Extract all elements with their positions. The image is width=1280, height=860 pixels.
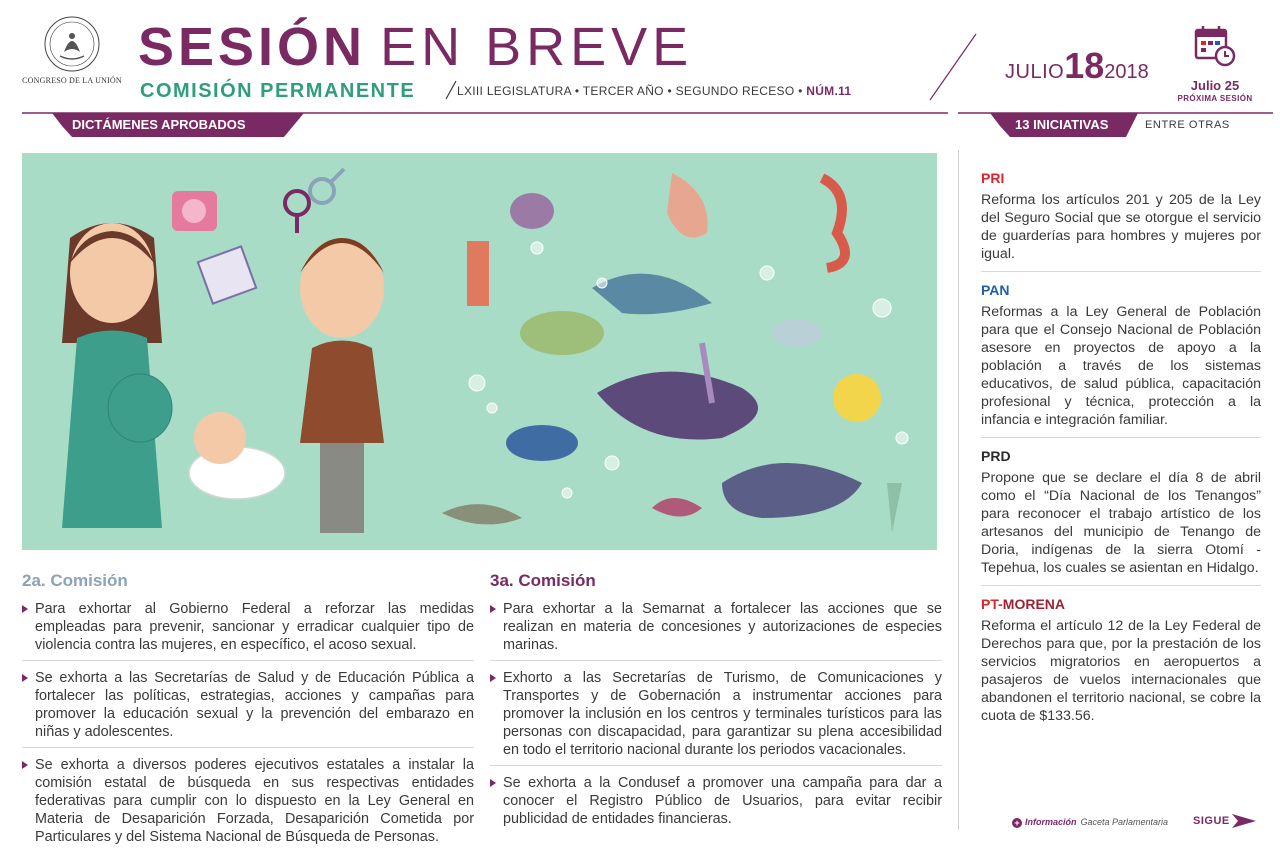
list-item — [490, 600, 942, 661]
list-item — [490, 669, 942, 766]
initiative-text: Reforma el artículo 12 de la Ley Federal de Derechos para que, por la prestación de los servicios migratorios en aeropuertos a pasajeros de vuelos internacionales que abandonen el territorio nacional, se cobre la cuota de $133.56. — [981, 618, 1261, 724]
footer-info — [1012, 817, 1168, 828]
initiative-text: Propone que se declare el día 8 de abril como el “Día Nacional de los Tenangos” para reconocer el trabajo artístico de los artesanos del municipio de Tenango de Doria, indígenas de la sierra Otomí -Tepehua, los cuales se asientan en Hidalgo. — [981, 469, 1261, 586]
scallop-icon — [510, 193, 554, 229]
angelfish-icon — [833, 374, 881, 422]
item-text: Se exhorta a la Condusef a promover una campaña para dar a conocer el Registro Público de Usuarios, para evitar recibir publicidad de entidades financieras. — [503, 775, 942, 827]
iniciativas-count: 13 — [1015, 117, 1030, 132]
commission-3-title: 3a. Comisión — [490, 571, 596, 590]
title-light: EN BREVE — [380, 17, 694, 77]
item-text: Se exhorta a las Secretarías de Salud y de Educación Pública a fortalecer las políticas, estrategias, acciones y campañas para promover la educación sexual y la prevención del embarazo en niñas y adolescentes. — [35, 670, 474, 740]
coral-tube-icon — [467, 241, 489, 306]
entre-otras-label: ENTRE OTRAS — [1145, 119, 1230, 131]
subtitle: COMISIÓN PERMANENTE — [140, 80, 416, 102]
legislature-text: LXIII LEGISLATURA • TERCER AÑO • SEGUNDO RECESO • — [457, 84, 803, 98]
iniciativas-label: INICIATIVAS — [1033, 117, 1109, 132]
initiative-pt-morena — [981, 596, 1261, 733]
header-slash-icon — [928, 32, 978, 102]
fish-icon — [520, 311, 604, 355]
initiative-pan — [981, 282, 1261, 438]
slash-divider-icon — [444, 80, 458, 100]
list-item — [22, 756, 474, 852]
issue-date — [1005, 45, 1149, 87]
date-day: 18 — [1064, 45, 1105, 86]
page-title — [138, 17, 694, 77]
party-name: PAN — [981, 282, 1010, 298]
bullet-triangle-icon — [490, 605, 496, 613]
next-session-label: PRÓXIMA SESIÓN — [1177, 94, 1253, 103]
item-text: Exhorto a las Secretarías de Turismo, de Comunicaciones y Transportes y de Gobernación a instrumentar acciones para promover la inclusión en los centros y terminales turísticos para las personas con discapacidad, para garantizar su plena accesibilidad en todo el territorio nacional durante los periodos vacacionales. — [503, 670, 942, 758]
party-name-morena: MORENA — [1002, 596, 1066, 612]
initiative-pri — [981, 170, 1261, 272]
initiative-text: Reformas a la Ley General de Población para que el Consejo Nacional de Población asesore en proyectos de apoyo a la población a través de los sistemas educativos, de salud pública, capacitación profesional y técnica, protección a la infancia e integración familiar. — [981, 303, 1261, 438]
plus-icon: + — [1012, 818, 1022, 828]
date-year: 2018 — [1104, 61, 1149, 83]
tab-dictamenes-aprobados: DICTÁMENES APROBADOS — [72, 117, 246, 132]
commission-3-list — [490, 600, 942, 842]
column-divider — [958, 150, 959, 830]
item-text: Se exhorta a diversos poderes ejecutivos estatales a instalar la comisión estatal de búsqueda en sus respectivas entidades federativas para cumplir con lo dispuesto en la Ley General en Materia de Desaparición Forzada, Desaparición Cometida por Particulares y del Sistema Nacional de Búsqueda de Personas. — [35, 757, 474, 845]
party-name-pt: PT- — [981, 596, 1003, 612]
party-name — [981, 596, 1261, 612]
bullet-triangle-icon — [22, 761, 28, 769]
bullet-triangle-icon — [22, 674, 28, 682]
bullet-triangle-icon — [22, 605, 28, 613]
list-item — [490, 774, 942, 834]
list-item — [22, 600, 474, 661]
tab-iniciativas — [1015, 117, 1108, 132]
calendar-clock-icon — [1193, 24, 1237, 68]
commission-2-title: 2a. Comisión — [22, 571, 128, 590]
hero-illustration — [22, 153, 937, 550]
congress-seal — [22, 14, 122, 106]
party-name: PRD — [981, 448, 1011, 464]
bullet-triangle-icon — [490, 674, 496, 682]
item-text: Para exhortar a la Semarnat a fortalecer las acciones que se realizan en materia de concesiones y autorizaciones de especies marinas. — [503, 601, 942, 653]
item-text: Para exhortar al Gobierno Federal a reforzar las medidas empleadas para prevenir, sancionar y erradicar cualquier tipo de violencia contra las mujeres, en específico, el acoso sexual. — [35, 601, 474, 653]
clam-icon — [772, 319, 822, 347]
issue-number: NÚM.11 — [806, 84, 852, 98]
initiative-text: Reforma los artículos 201 y 205 de la Ley del Seguro Social que se otorgue el servicio de guarderías para hombres y mujeres por igual. — [981, 191, 1261, 272]
title-bold: SESIÓN — [138, 17, 367, 77]
arrow-right-icon[interactable] — [1232, 813, 1256, 829]
next-page-link[interactable]: SIGUE — [1193, 815, 1230, 827]
date-month: JULIO — [1005, 61, 1065, 83]
party-name: PRI — [981, 170, 1005, 186]
next-session-date: Julio 25 — [1190, 78, 1240, 93]
blue-fish-icon — [506, 425, 578, 461]
info-source: Gaceta Parlamentaria — [1080, 817, 1169, 827]
bullet-triangle-icon — [490, 779, 496, 787]
seal-caption: CONGRESO DE LA UNIÓN — [22, 76, 122, 85]
legislature-line — [457, 84, 851, 98]
info-label: Información — [1025, 817, 1077, 827]
initiatives-list — [981, 170, 1261, 743]
initiative-prd — [981, 448, 1261, 586]
commission-2-list — [22, 600, 474, 860]
list-item — [22, 669, 474, 748]
condom-pack-icon — [172, 191, 217, 231]
eagle-seal-icon — [42, 14, 102, 74]
